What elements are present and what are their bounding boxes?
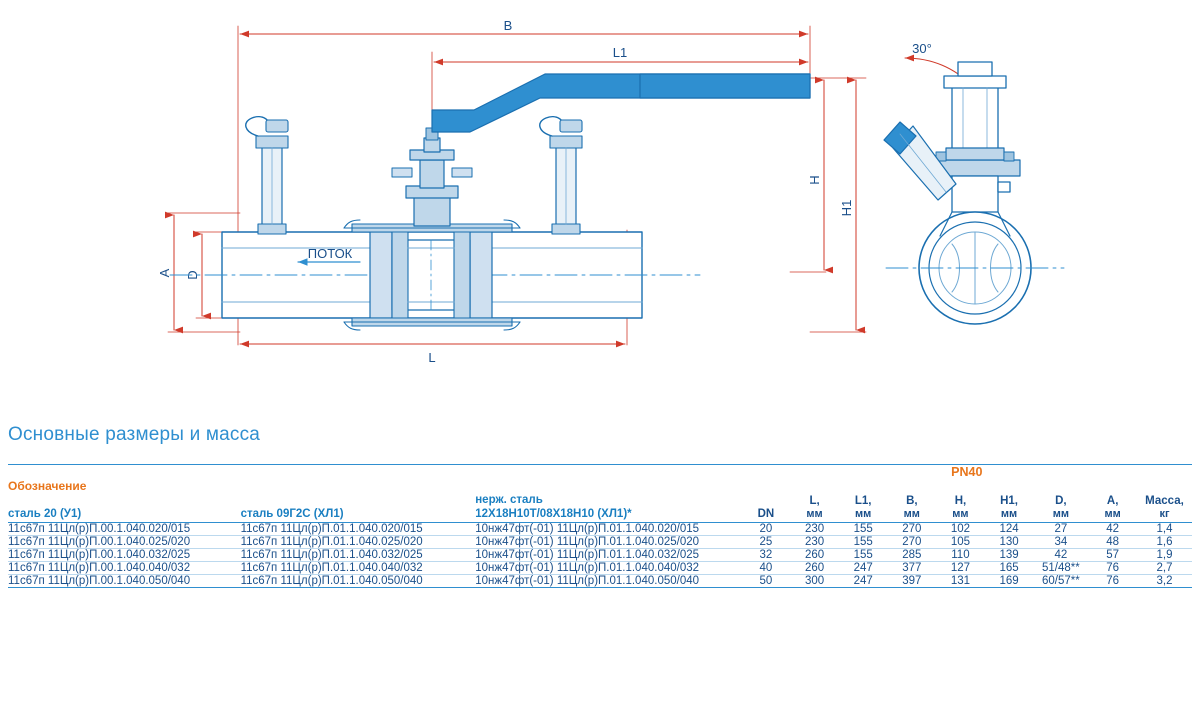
cell-L1: 247	[839, 561, 888, 574]
cell-D: 60/57**	[1033, 574, 1088, 587]
cell-A: 48	[1088, 535, 1137, 548]
cell-H1: 165	[985, 561, 1034, 574]
header-mass-label: Масса,	[1145, 494, 1184, 507]
cell-L1: 155	[839, 522, 888, 535]
cell-B: 377	[888, 561, 937, 574]
cell-stainless: 10нж47фт(-01) 11Цл(р)П.01.1.040.020/015	[475, 522, 741, 535]
header-stainless	[475, 493, 741, 522]
cell-D: 51/48**	[1033, 561, 1088, 574]
cell-steel20: 11с67п 11Цл(р)П.00.1.040.032/025	[8, 548, 241, 561]
table-header-columns-row	[8, 493, 1192, 522]
cell-L1: 247	[839, 574, 888, 587]
cell-H1: 130	[985, 535, 1034, 548]
table-header-group-row	[8, 465, 1192, 480]
cell-stainless: 10нж47фт(-01) 11Цл(р)П.01.1.040.040/032	[475, 561, 741, 574]
header-dn: DN	[742, 493, 791, 522]
header-H1	[985, 493, 1034, 522]
header-B-unit: мм	[903, 508, 920, 520]
dim-label-B: B	[503, 18, 513, 33]
header-D-unit: мм	[1052, 508, 1069, 520]
table-row[interactable]	[8, 535, 1192, 548]
cell-steel09g2s: 11с67п 11Цл(р)П.01.1.040.040/032	[241, 561, 476, 574]
header-A	[1088, 493, 1137, 522]
cell-H1: 169	[985, 574, 1034, 587]
cell-H: 110	[936, 548, 985, 561]
cell-steel20: 11с67п 11Цл(р)П.00.1.040.050/040	[8, 574, 241, 587]
header-L1-unit: мм	[855, 508, 872, 520]
header-mass	[1137, 493, 1192, 522]
header-steel20: сталь 20 (У1)	[8, 493, 241, 522]
dim-label-L: L	[428, 350, 436, 365]
dim-label-D: D	[185, 270, 200, 280]
header-B	[888, 493, 937, 522]
cell-steel09g2s: 11с67п 11Цл(р)П.01.1.040.050/040	[241, 574, 476, 587]
header-B-label: B,	[906, 494, 918, 507]
cell-steel20: 11с67п 11Цл(р)П.00.1.040.020/015	[8, 522, 241, 535]
cell-mass: 2,7	[1137, 561, 1192, 574]
cell-mass: 1,9	[1137, 548, 1192, 561]
cell-stainless: 10нж47фт(-01) 11Цл(р)П.01.1.040.032/025	[475, 548, 741, 561]
cell-H: 127	[936, 561, 985, 574]
header-L-label: L,	[809, 494, 820, 507]
cell-B: 285	[888, 548, 937, 561]
cell-steel20: 11с67п 11Цл(р)П.00.1.040.025/020	[8, 535, 241, 548]
dim-label-H: H	[807, 175, 822, 185]
header-H1-unit: мм	[1000, 508, 1018, 520]
table-row[interactable]	[8, 548, 1192, 561]
cell-steel09g2s: 11с67п 11Цл(р)П.01.1.040.032/025	[241, 548, 476, 561]
cell-A: 57	[1088, 548, 1137, 561]
cell-L: 230	[790, 535, 839, 548]
cell-L: 300	[790, 574, 839, 587]
angle-label: 30°	[912, 41, 932, 56]
cell-A: 76	[1088, 561, 1137, 574]
cell-mass: 3,2	[1137, 574, 1192, 587]
header-designation: Обозначение	[8, 479, 87, 493]
header-H-unit: мм	[952, 508, 969, 520]
cell-A: 76	[1088, 574, 1137, 587]
cell-L1: 155	[839, 535, 888, 548]
cell-mass: 1,6	[1137, 535, 1192, 548]
specifications-table	[8, 464, 1192, 588]
cell-stainless: 10нж47фт(-01) 11Цл(р)П.01.1.040.025/020	[475, 535, 741, 548]
cell-B: 270	[888, 522, 937, 535]
cell-H: 131	[936, 574, 985, 587]
cell-L: 260	[790, 548, 839, 561]
table-body	[8, 522, 1192, 587]
dim-label-L1: L1	[612, 45, 628, 60]
cell-L: 230	[790, 522, 839, 535]
cell-mass: 1,4	[1137, 522, 1192, 535]
cell-dn: 20	[742, 522, 791, 535]
cell-dn: 32	[742, 548, 791, 561]
cell-stainless: 10нж47фт(-01) 11Цл(р)П.01.1.040.050/040	[475, 574, 741, 587]
header-pn40: PN40	[742, 465, 1192, 480]
header-H-label: H,	[954, 494, 967, 507]
cell-L1: 155	[839, 548, 888, 561]
header-mass-unit: кг	[1159, 508, 1170, 520]
cell-D: 27	[1033, 522, 1088, 535]
spec-table-wrapper	[8, 464, 1192, 588]
cell-H: 102	[936, 522, 985, 535]
header-L1-label: L1,	[854, 494, 872, 507]
flow-label: ПОТОК	[307, 246, 353, 261]
cell-steel20: 11с67п 11Цл(р)П.00.1.040.040/032	[8, 561, 241, 574]
dim-label-A: A	[157, 268, 172, 278]
header-H	[936, 493, 985, 522]
cell-D: 42	[1033, 548, 1088, 561]
cell-A: 42	[1088, 522, 1137, 535]
cell-B: 397	[888, 574, 937, 587]
header-stainless-line1: нерж. сталь	[475, 494, 543, 506]
header-D-label: D,	[1055, 494, 1067, 507]
table-row[interactable]	[8, 561, 1192, 574]
header-D	[1033, 493, 1088, 522]
cell-steel09g2s: 11с67п 11Цл(р)П.01.1.040.020/015	[241, 522, 476, 535]
cell-H: 105	[936, 535, 985, 548]
cell-dn: 25	[742, 535, 791, 548]
cell-L: 260	[790, 561, 839, 574]
header-A-label: A,	[1106, 494, 1119, 507]
cell-dn: 40	[742, 561, 791, 574]
header-L	[790, 493, 839, 522]
header-stainless-line2: 12Х18Н10Т/08Х18Н10 (ХЛ1)*	[475, 508, 632, 521]
table-header-designation-row	[8, 479, 1192, 493]
cell-H1: 139	[985, 548, 1034, 561]
header-L1	[839, 493, 888, 522]
cell-dn: 50	[742, 574, 791, 587]
header-H1-label: H1,	[1000, 494, 1019, 507]
page-title: Основные размеры и масса	[8, 424, 261, 445]
header-steel09g2s: сталь 09Г2С (ХЛ1)	[241, 493, 476, 522]
header-L-unit: мм	[806, 508, 823, 520]
table-row[interactable]	[8, 574, 1192, 587]
table-row[interactable]	[8, 522, 1192, 535]
header-A-unit: мм	[1104, 508, 1121, 520]
cell-D: 34	[1033, 535, 1088, 548]
cell-H1: 124	[985, 522, 1034, 535]
dim-label-H1: H1	[839, 199, 854, 217]
cell-steel09g2s: 11с67п 11Цл(р)П.01.1.040.025/020	[241, 535, 476, 548]
cell-B: 270	[888, 535, 937, 548]
